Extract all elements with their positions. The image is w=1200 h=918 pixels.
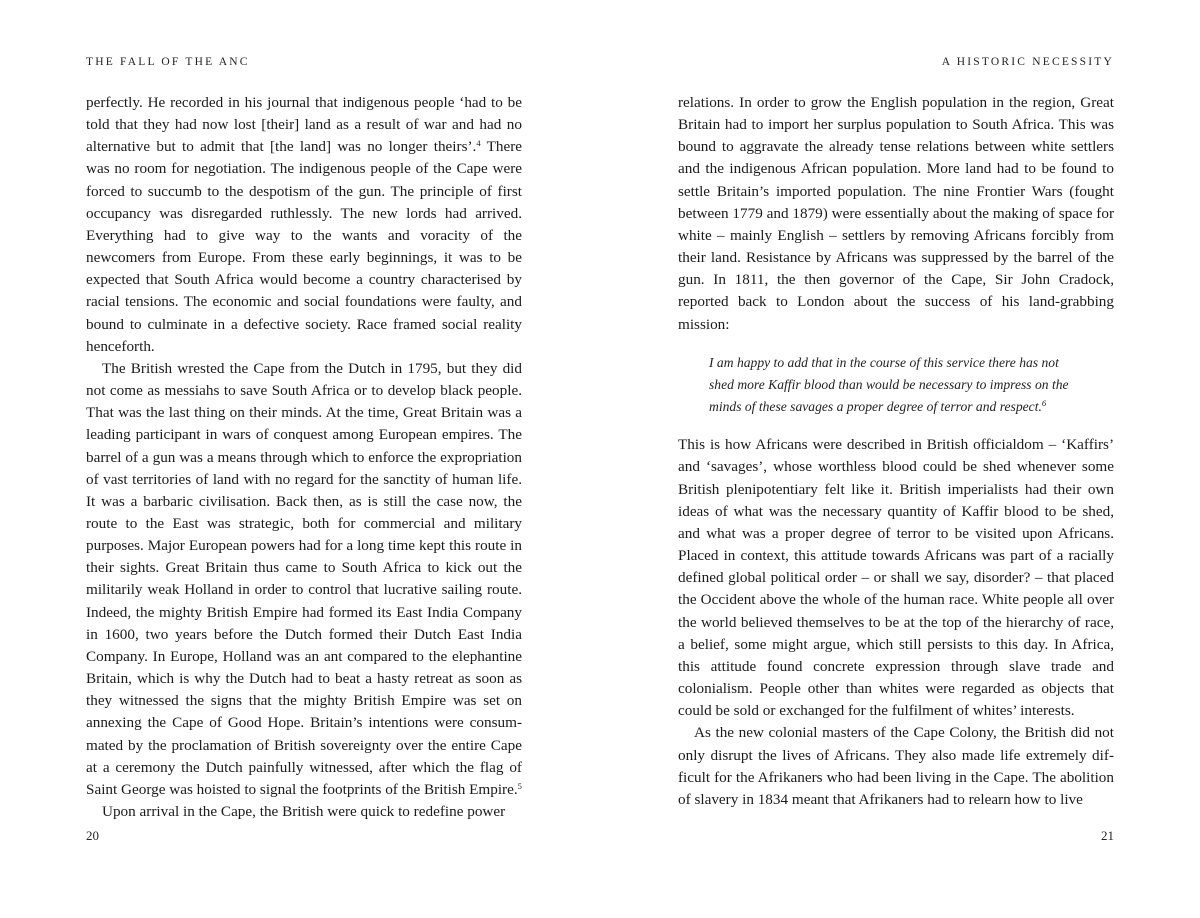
right-paragraph-3: As the new colonial masters of the Cape Colony, the British did not only disrupt the lives of Africans. They also made life extremely difficult for the Afrikaners who had been living in the Cape. The abolition of slavery in 1834 meant that Afrikaners had to relearn how to live xyxy=(678,724,1114,808)
left-paragraph-2 xyxy=(86,358,522,801)
left-paragraph-1 xyxy=(86,92,522,358)
left-paragraph-1-text-b: There was no room for negotiation. The indigenous people of the Cape were forced to succumb to the despotism of the gun. The principle of first occupancy was disregarded ruthlessly. The new lords had arrived. Everything had to give way to the wants and voracity of the newcomers from Europe. From these early beginnings, it was to be expected that South Africa would become a country characterised by racial tensions. The economic and social foundations were faulty, and bound to culminate in a defective society. Race framed social reality henceforth. xyxy=(86,138,522,355)
page-number-left: 20 xyxy=(86,828,99,843)
right-text-block xyxy=(678,92,1114,811)
block-quote xyxy=(709,352,1084,419)
running-head-left: THE FALL OF THE ANC xyxy=(86,56,250,68)
left-paragraph-2-text: The British wrested the Cape from the Dutch in 1795, but they did not come as messiahs to save South Africa or to develop black people. That was the last thing on their minds. At the time, Great Britain was a leading participant in wars of conquest among European empires. The barrel of a gun was a means through which to enforce the expropriation of vast territories of land with no regard for the sanctity of human life. It was a barbaric civilisation. Back then, as is still the case now, the route to the East was strategic, both for commercial and military purposes. Major European powers had for a long time kept this route in their sights. Great Britain thus came to South Africa to kick out the militarily weak Holland in order to control that lucrative sailing route. Indeed, the mighty British Empire had formed its East India Company in 1600, two years before the Dutch formed their Dutch East India Company. In Europe, Holland was an ant compared to the elephantine Britain, which is why the Dutch had to beat a hasty retreat as soon as they witnessed the signs that the mighty British Empire was set on annexing the Cape of Good Hope. Britain’s intentions were consummated by the proclamation of British sovereignty over the entire Cape at a ceremony the Dutch painfully witnessed, after which the flag of Saint George was hoisted to signal the footprints of the British Empire. xyxy=(86,359,522,798)
running-head-right: A HISTORIC NECESSITY xyxy=(941,56,1114,68)
left-text-block xyxy=(86,92,522,823)
right-page xyxy=(600,0,1200,918)
block-quote-text: I am happy to add that in the course of this service there has not shed more Kaffir blood than would be necessary to impress on the minds of these savages a proper degree of terror and respect. xyxy=(709,354,1069,415)
footnote-ref-6: 6 xyxy=(1041,398,1047,409)
footnote-ref-4: 4 xyxy=(476,138,481,149)
right-paragraph-2: This is how Africans were described in British officialdom – ‘Kaffirs’ and ‘savages’, whose worthless blood could be shed whenever some British plenipotentiary felt like it. British imperialists had their own ideas of what was the necessary quantity of Kaffir blood to be shed, and what was a proper degree of terror to be visited upon Africans. Placed in context, this attitude towards Africans was part of a racially defined global political order – or shall we say, disorder? – that placed the Occident above the whole of the human race. White people all over the world believed themselves to be at the top of the hierarchy of race, a belief, some might argue, which still persists to this day. In Africa, this attitude found concrete expression through slave trade and colonialism. People other than whites were regarded as objects that could be sold or exchanged for the fulfilment of whites’ interests. xyxy=(678,436,1114,720)
left-paragraph-1-text-a: perfectly. He recorded in his journal that indigenous people ‘had to be told that they had now lost [their] land as a result of war and had no alternative but to admit that [the land] was no longer theirs’. xyxy=(86,94,522,156)
footnote-ref-5: 5 xyxy=(517,780,522,791)
left-paragraph-3: Upon arrival in the Cape, the British were quick to redefine power xyxy=(102,803,506,820)
page-number-right: 21 xyxy=(1101,828,1114,843)
right-paragraph-1: relations. In order to grow the English population in the region, Great Britain had to import her surplus population to South Africa. This was bound to aggravate the already tense relations between white settlers and the indigenous African population. More land had to be found to settle Britain’s imported population. The nine Frontier Wars (fought between 1779 and 1879) were essentially about the making of space for white – mainly English – settlers by removing Africans forcibly from their land. Resistance by Africans was suppressed by the barrel of the gun. In 1811, the then governor of the Cape, Sir John Cradock, reported back to London about the success of his land-grabbing mission: xyxy=(678,94,1114,333)
